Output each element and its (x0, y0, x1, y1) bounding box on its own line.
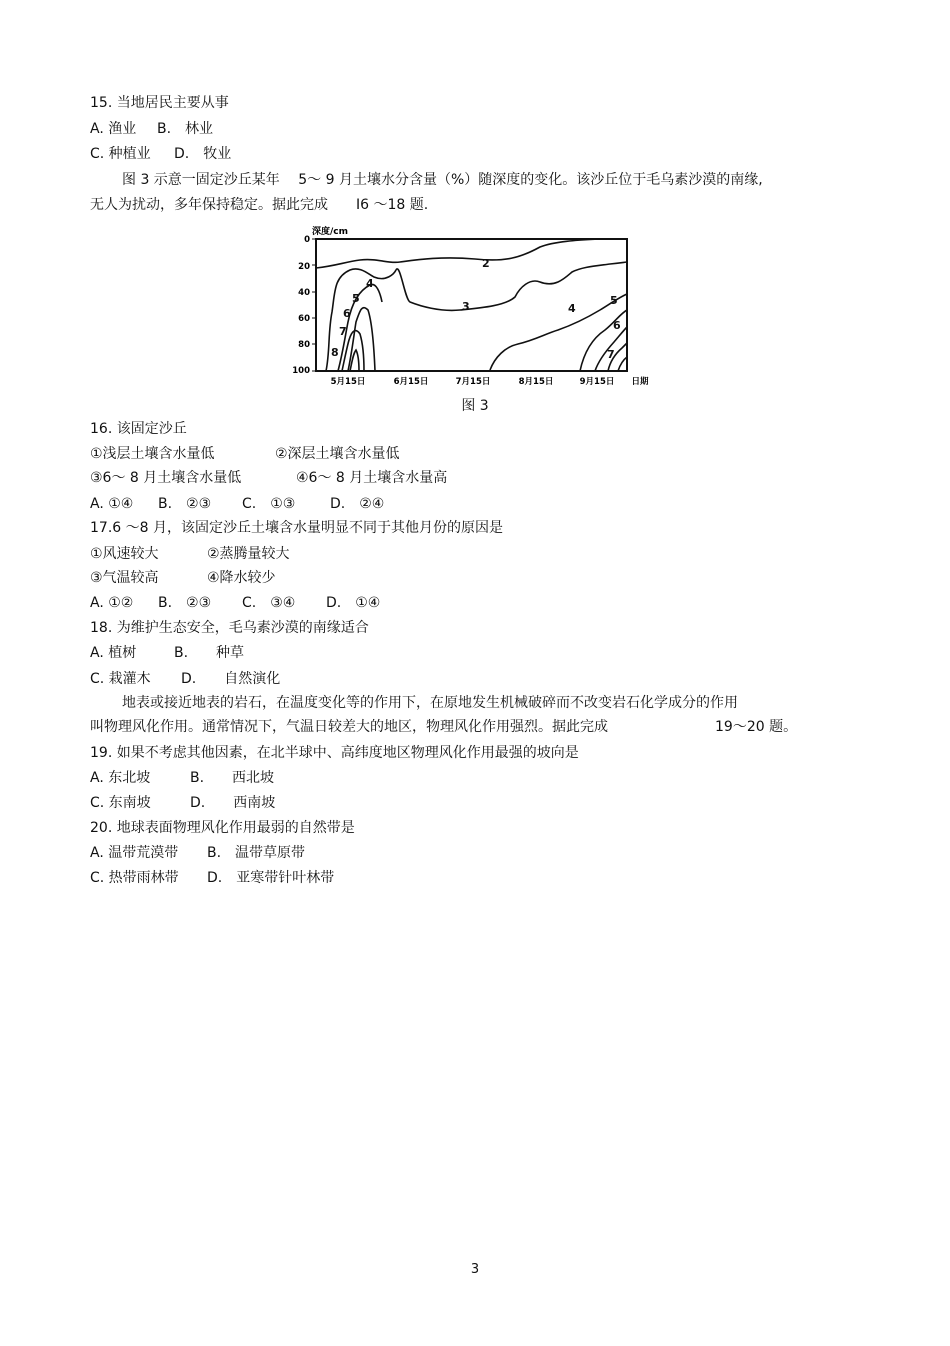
q16-statement-4: ④6～ 8 月土壤含水量高 (296, 470, 448, 486)
q17-statement-4: ④降水较少 (207, 570, 276, 586)
q19-option-a: A. 东北坡 (90, 770, 151, 786)
q16-statement-1: ①浅层土壤含水量低 (90, 446, 215, 462)
q17-statement-3: ③气温较高 (90, 570, 159, 586)
contour-label: 7 (607, 348, 615, 361)
q17-option-a: A. ①② (90, 595, 134, 611)
contour-label: 5 (352, 292, 360, 305)
q17-statement-2: ②蒸腾量较大 (207, 546, 290, 562)
figure-y-label: 深度/cm (312, 227, 349, 237)
q17-option-c: C. ③④ (242, 595, 296, 611)
q17-option-b: B. ②③ (158, 595, 212, 611)
q15-option-d: D. 牧业 (174, 146, 232, 162)
contour-label: 2 (482, 257, 490, 270)
x-tick: 9月15日 (579, 377, 615, 387)
q20-stem: 20. 地球表面物理风化作用最弱的自然带是 (90, 820, 355, 836)
contour-lines (316, 239, 627, 371)
x-tick: 5月15日 (330, 377, 366, 387)
y-tick: 100 (292, 366, 310, 376)
figure-caption: 图 3 (461, 398, 489, 414)
fig3-intro-line2: 无人为扰动，多年保持稳定。据此完成 I6 ～18 题. (90, 197, 429, 213)
q18-option-d: D. 自然演化 (181, 671, 281, 687)
y-tick: 20 (298, 262, 310, 272)
contour-label: 3 (462, 300, 470, 313)
weathering-intro-question-range: 19～20 题。 (715, 719, 798, 735)
q17-stem: 17.6 ～8 月，该固定沙丘土壤含水量明显不同于其他月份的原因是 (90, 520, 503, 536)
q15-option-b: B. 林业 (157, 121, 214, 137)
q20-option-b: B. 温带草原带 (207, 845, 306, 861)
fig3-intro-line1: 图 3 示意一固定沙丘某年 5～ 9 月土壤水分含量（%）随深度的变化。该沙丘位于毛乌素沙漠的南缘, (122, 172, 763, 188)
contour-label: 8 (331, 346, 339, 359)
q16-option-a: A. ①④ (90, 496, 134, 512)
q17-statement-1: ①风速较大 (90, 546, 159, 562)
q19-option-d: D. 西南坡 (190, 795, 276, 811)
q19-stem: 19. 如果不考虑其他因素，在北半球中、高纬度地区物理风化作用最强的坡向是 (90, 745, 579, 761)
q15-option-c: C. 种植业 (90, 146, 151, 162)
y-tick: 60 (298, 314, 310, 324)
q18-stem: 18. 为维护生态安全，毛乌素沙漠的南缘适合 (90, 620, 369, 636)
q18-option-c: C. 栽灌木 (90, 671, 151, 687)
y-tick: 0 (304, 235, 310, 245)
q19-option-b: B. 西北坡 (190, 770, 275, 786)
contour-label: 6 (613, 319, 621, 332)
contour-label: 5 (610, 294, 618, 307)
page-number: 3 (470, 1262, 480, 1277)
weathering-intro-line1: 地表或接近地表的岩石，在温度变化等的作用下，在原地发生机械破碎而不改变岩石化学成分的作用 (122, 695, 738, 711)
q16-statement-3: ③6～ 8 月土壤含水量低 (90, 470, 242, 486)
y-tick: 40 (298, 288, 310, 298)
q15-option-a: A. 渔业 (90, 121, 137, 137)
q19-option-c: C. 东南坡 (90, 795, 151, 811)
contour-label: 6 (343, 307, 351, 320)
figure-x-label: 日期 (631, 377, 649, 387)
q20-option-a: A. 温带荒漠带 (90, 845, 179, 861)
q16-option-d: D. ②④ (330, 496, 385, 512)
contour-label: 4 (568, 302, 576, 315)
q16-option-c: C. ①③ (242, 496, 296, 512)
q20-option-d: D. 亚寒带针叶林带 (207, 870, 335, 886)
q18-option-a: A. 植树 (90, 645, 137, 661)
q17-option-d: D. ①④ (326, 595, 381, 611)
x-tick: 7月15日 (455, 377, 491, 387)
q18-option-b: B. 种草 (174, 645, 245, 661)
q16-option-b: B. ②③ (158, 496, 212, 512)
x-tick: 6月15日 (393, 377, 429, 387)
soil-moisture-contour-figure (290, 222, 660, 390)
q15-stem: 15. 当地居民主要从事 (90, 95, 229, 111)
y-tick: 80 (298, 340, 310, 350)
contour-label: 7 (339, 325, 347, 338)
weathering-intro-line2: 叫物理风化作用。通常情况下，气温日较差大的地区，物理风化作用强烈。据此完成 (90, 719, 608, 735)
q16-statement-2: ②深层土壤含水量低 (275, 446, 400, 462)
q16-stem: 16. 该固定沙丘 (90, 421, 187, 437)
q20-option-c: C. 热带雨林带 (90, 870, 179, 886)
contour-label: 4 (366, 277, 374, 290)
x-tick: 8月15日 (518, 377, 554, 387)
